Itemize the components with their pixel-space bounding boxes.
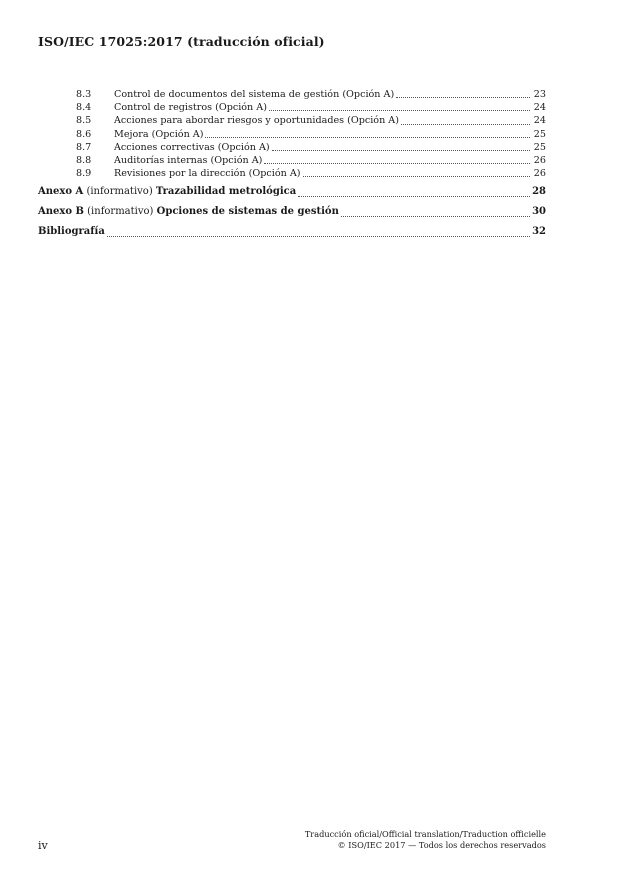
toc-entry-title: Control de documentos del sistema de gestión (Opción A) [114,88,395,100]
toc-entry-page: 26 [533,154,546,166]
annex-label: Anexo B [38,206,84,218]
page-number: iv [38,839,48,852]
annex-label: Anexo A [38,186,84,198]
toc-entry-page: 26 [533,168,546,180]
toc-entry[interactable] [38,154,546,167]
toc-entry-page: 23 [533,88,546,100]
toc-entry-number: 8.3 [76,88,92,100]
toc-entry-number: 8.4 [76,102,92,114]
annex-name: Trazabilidad metrológica [155,186,297,198]
annex-qualifier: (informativo) [83,186,156,198]
toc-dot-leader [341,215,530,217]
toc-entry-page: 24 [533,102,546,114]
annex-name: Opciones de sistemas de gestión [156,206,339,218]
toc-bibliography-page: 32 [532,226,546,238]
toc-annex-b[interactable] [38,204,546,220]
toc-entry[interactable] [38,88,546,101]
toc-entry[interactable] [38,101,546,114]
translation-notice: Traducción oficial/Official translation/Traduction officielle [304,829,546,839]
toc-entry-title: Acciones correctivas (Opción A) [114,141,270,153]
toc-entry-number: 8.7 [76,141,92,153]
toc-dot-leader [298,195,530,197]
toc-annex-title [38,184,296,200]
toc-dot-leader [264,162,530,164]
toc-entry[interactable] [38,114,546,127]
toc-dot-leader [269,109,530,111]
annex-qualifier: (informativo) [83,206,157,218]
toc-entry-number: 8.5 [76,115,92,127]
toc-annex-title [38,224,105,240]
toc-entry-page: 25 [533,128,546,140]
toc-entry-title: Acciones para abordar riesgos y oportunidades (Opción A) [114,115,399,127]
toc-annex-a[interactable] [38,184,546,200]
toc-dot-leader [303,175,530,177]
toc-dot-leader [272,149,530,151]
document-header-title: ISO/IEC 17025:2017 (traducción oficial) [38,34,325,49]
toc-dot-leader [396,96,530,98]
toc-entry-page: 25 [533,141,546,153]
toc-bibliography[interactable] [38,224,546,240]
toc-entry-number: 8.9 [76,168,92,180]
toc-dot-leader [107,235,530,237]
footer-notice [305,829,546,851]
toc-dot-leader [401,123,530,125]
toc-entry-title: Auditorías internas (Opción A) [114,154,263,166]
bibliography-label: Bibliografía [38,226,105,238]
toc-entry-number: 8.6 [76,128,92,140]
toc-entry-title: Mejora (Opción A) [114,128,204,140]
toc-entry-number: 8.8 [76,154,92,166]
toc-entry-title: Control de registros (Opción A) [114,102,267,114]
toc-entry-page: 24 [533,115,546,127]
toc-entry[interactable] [38,167,546,180]
table-of-contents [38,88,546,240]
toc-dot-leader [205,136,530,138]
toc-entry-title: Revisiones por la dirección (Opción A) [114,168,301,180]
copyright-notice: © ISO/IEC 2017 — Todos los derechos reservados [337,840,546,850]
toc-entry[interactable] [38,141,546,154]
toc-annex-page: 30 [532,206,546,218]
toc-annex-page: 28 [532,186,546,198]
toc-entry[interactable] [38,128,546,141]
toc-annex-title [38,204,339,220]
